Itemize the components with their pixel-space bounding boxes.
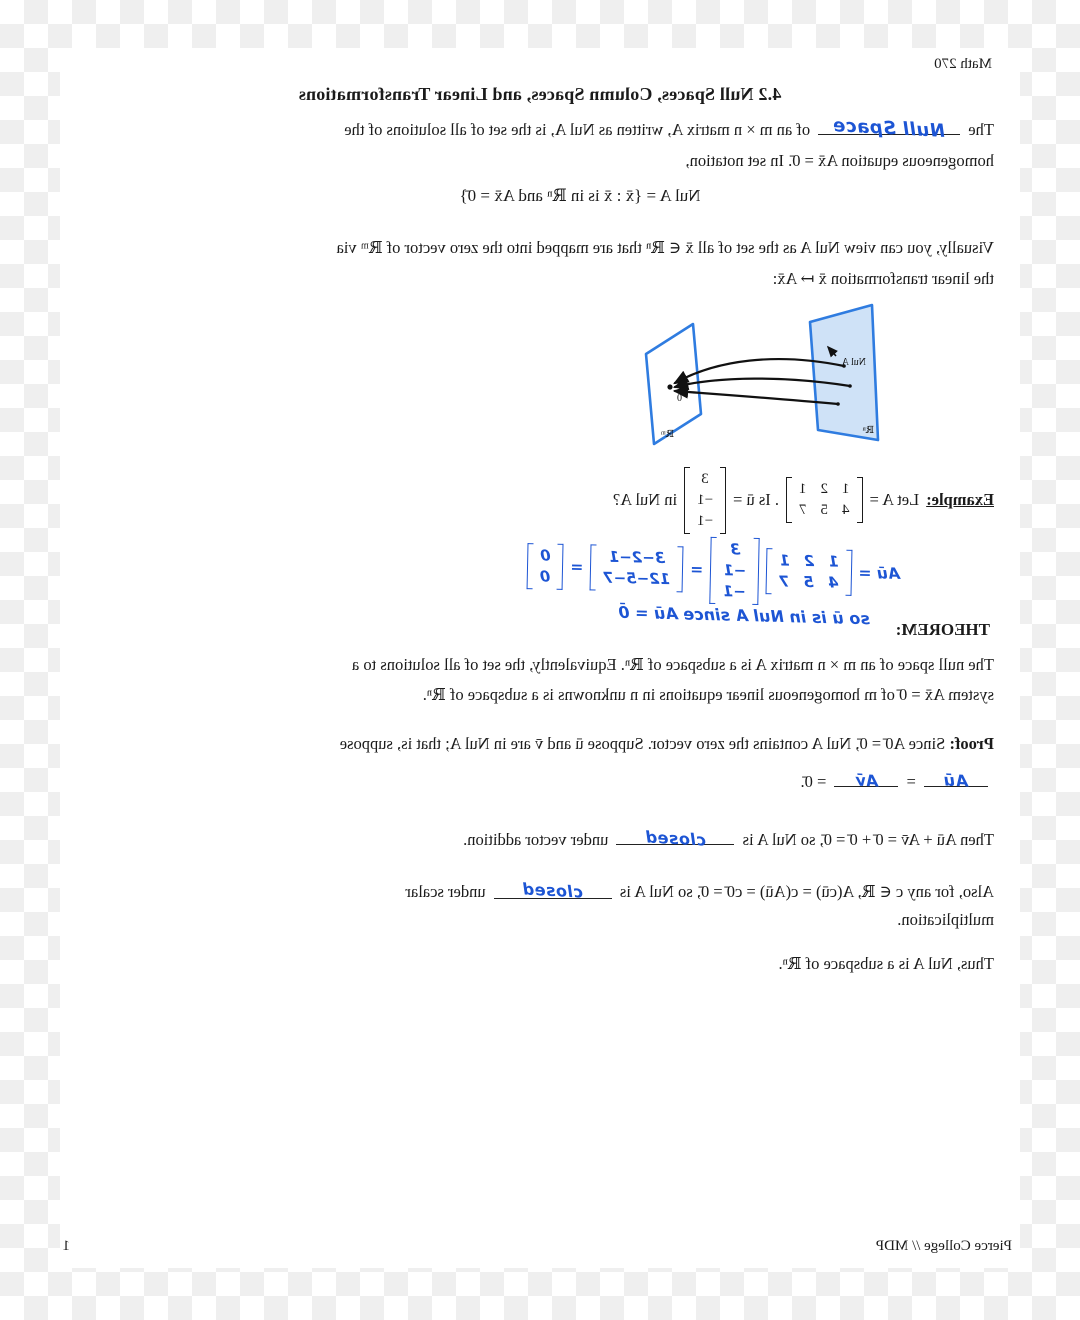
- nul-a-diagram: [636, 302, 886, 447]
- blank-au: [924, 766, 988, 791]
- example-label: Example:: [926, 490, 994, 509]
- example-section: [613, 460, 994, 540]
- work-conclusion: so ū is in Nul A since Aū = 0̄: [618, 602, 871, 629]
- matrix-cell: 7: [778, 572, 790, 591]
- also-post: under scalar: [405, 882, 486, 901]
- bracket-right: [590, 544, 597, 590]
- intro-pre: The: [968, 120, 994, 139]
- page-title: 4.2 Null Spaces, Column Spaces, and Linear Transformations: [298, 84, 782, 104]
- domain-point-3: [836, 402, 840, 406]
- rn-label: ℝⁿ: [862, 425, 874, 436]
- footer-left: Pierce College // MDP: [875, 1238, 1012, 1254]
- vector-cell: −1: [723, 560, 747, 580]
- handwritten-av: Av̄: [854, 770, 879, 791]
- matrix-cell: 7: [799, 502, 807, 518]
- set-notation-equation: Nul A = {x̄ : x̄ is in ℝⁿ and Ax̄ = 0̄}: [459, 186, 701, 205]
- vector-cell: −1: [697, 512, 714, 529]
- matrix-cell: 5: [803, 572, 815, 592]
- equals-sign: =: [906, 772, 916, 791]
- vector-cell: 0: [539, 567, 551, 586]
- work-lead: Aū =: [858, 564, 901, 583]
- null-space-blank: [818, 114, 960, 142]
- also-pre: Also, for any c ∈ ℝ, A(cū) = c(Aū) = c0̄ = 0̄, so Nul A is: [619, 882, 994, 901]
- vector-cell: 3: [701, 470, 709, 487]
- bracket-right: [786, 477, 792, 523]
- then-line: [463, 824, 994, 855]
- domain-plane: [810, 305, 878, 440]
- document-page: [60, 48, 1020, 1268]
- vector-u: [684, 467, 726, 534]
- equals-zero: = 0̄.: [800, 772, 827, 791]
- vector-cell: −1: [697, 491, 714, 508]
- proof-equation: [801, 766, 993, 797]
- example-lead: Let A =: [869, 490, 920, 509]
- zero-vector-label: 0: [677, 393, 682, 404]
- theorem-line1: The null space of an m × n matrix A is a subspace of ℝⁿ. Equivalently, the set of all solutions to a: [351, 655, 994, 674]
- work-zero-vector: [526, 543, 563, 590]
- bracket-right: [766, 548, 773, 594]
- theorem-text: [84, 650, 994, 710]
- matrix-cell: 4: [842, 502, 850, 518]
- then-post: under vector addition.: [463, 830, 609, 849]
- handwritten-closed-2: closed: [521, 879, 584, 902]
- handwritten-closed-1: closed: [644, 827, 707, 850]
- bracket-right: [526, 543, 533, 589]
- matrix-cell: 1: [799, 481, 807, 497]
- then-pre: Then Aū + Av̄ = 0̄ + 0̄ = 0̄, so Nul A is: [742, 830, 994, 849]
- nul-a-label: Nul A: [841, 357, 866, 368]
- course-label: Math 270: [934, 56, 992, 72]
- vector-cell: 0: [540, 546, 551, 565]
- bracket-left: [720, 467, 726, 534]
- bracket-left: [557, 544, 564, 590]
- intro-line2: homogeneous equation Ax̄ = 0̄. In set notation,: [685, 151, 994, 170]
- example-mid: . Is ū =: [733, 490, 780, 509]
- closed-blank-2: [494, 878, 612, 902]
- matrix-cell: 1: [842, 481, 850, 497]
- bracket-left: [677, 546, 684, 592]
- bracket-right: [684, 467, 690, 534]
- intro-post: of an m × n matrix A, written as Nul A, is the set of all solutions of the: [344, 120, 811, 139]
- example-tail: in Nul A?: [612, 490, 678, 509]
- handwritten-null-space: Null Space: [832, 115, 946, 142]
- matrix-cell: 1: [779, 551, 791, 570]
- vector-cell: −1: [722, 581, 747, 601]
- work-handwritten-equation: [526, 532, 900, 608]
- vector-cell: 12−5−7: [602, 568, 671, 589]
- visual-line1: Visually, you can view Nul A as the set of all x̄ ∈ ℝⁿ that are mapped into the zero vector of ℝᵐ via: [336, 238, 994, 257]
- blank-av: [834, 766, 898, 791]
- work-computation-vector: [590, 544, 684, 592]
- proof-label: Proof:: [949, 734, 994, 753]
- theorem-line2: system Ax̄ = 0̄ of m homogeneous linear equations in n unknowns is a subspace of ℝⁿ.: [422, 685, 994, 704]
- closed-blank-1: [616, 824, 734, 850]
- zero-vector-point: [667, 384, 672, 389]
- also-line: [405, 878, 994, 934]
- handwritten-au: Aū: [943, 770, 969, 791]
- proof-line1: Since A0̄ = 0̄, Nul A contains the zero vector. Suppose ū and v̄ are in Nul A; that is, suppose: [339, 734, 946, 753]
- also-line2: multiplication.: [897, 910, 994, 929]
- matrix-cell: 4: [827, 573, 839, 592]
- visual-line2: the linear transformation x̄ ↦ Ax̄:: [772, 269, 994, 288]
- bracket-left: [857, 477, 863, 523]
- domain-point-2: [848, 384, 852, 388]
- footer-page-number: 1: [62, 1238, 70, 1254]
- rm-label: ℝᵐ: [660, 429, 674, 440]
- matrix-cell: 5: [820, 502, 829, 518]
- matrix-cell: 1: [828, 552, 839, 571]
- vector-cell: 3: [729, 539, 741, 559]
- proof-paragraph: [74, 728, 994, 759]
- bracket-left: [845, 550, 852, 596]
- intro-paragraph: [84, 114, 994, 176]
- matrix-a: [786, 477, 863, 523]
- visual-paragraph: [84, 232, 994, 294]
- work-vector-u: [710, 536, 760, 604]
- equals-sign: =: [570, 558, 584, 577]
- matrix-cell: 2: [820, 481, 829, 497]
- equals-sign: =: [690, 560, 704, 579]
- theorem-label: THEOREM:: [895, 620, 990, 639]
- thus-line: Thus, Nul A is a subspace of ℝⁿ.: [778, 954, 994, 973]
- work-matrix-a: [766, 548, 852, 596]
- matrix-cell: 2: [803, 551, 815, 571]
- vector-cell: 3−2−1: [608, 547, 666, 567]
